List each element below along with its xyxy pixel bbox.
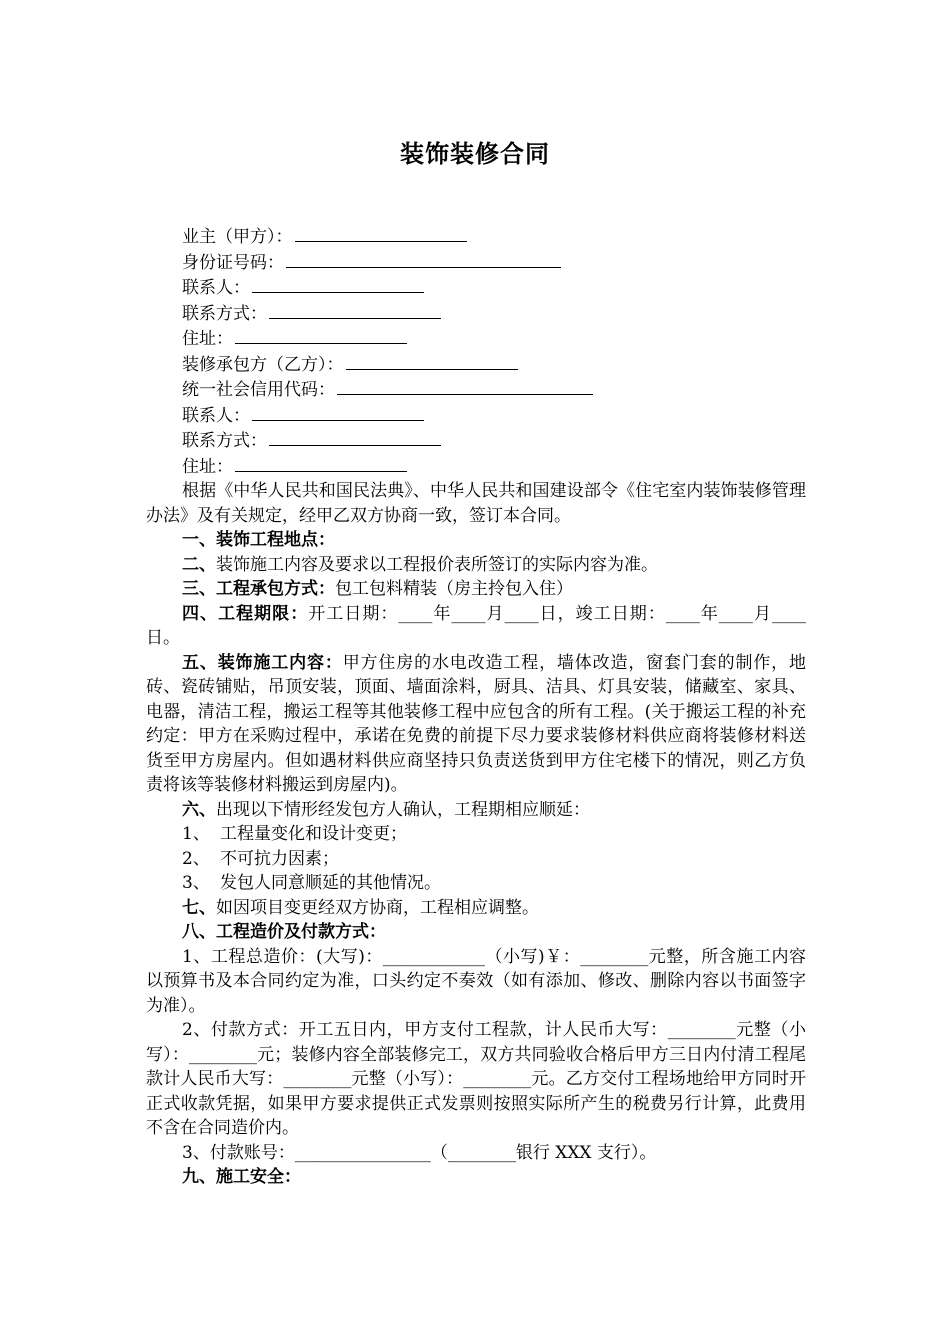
section-6-item: 2、 不可抗力因素；: [182, 848, 339, 869]
section-2: 二、装饰施工内容及要求以工程报价表所签订的实际内容为准。: [182, 554, 658, 575]
section-6: 六、出现以下情形经发包方人确认，工程期相应顺延：: [182, 799, 590, 820]
owner-field: 业主（甲方）：: [146, 224, 806, 250]
section-8-total-price: 1、工程总造价：(大写)：____________（小写)￥：________元整，所含施工内容以预算书及本合同约定为准，口头约定不奏效（如有添加、修改、删除内容以书面签字为准）。: [146, 946, 806, 1016]
section-3: 三、工程承包方式：包工包料精装（房主拎包入住）: [182, 579, 573, 599]
party-b-contact-field: 联系人：: [146, 403, 806, 429]
party-b-address-field: 住址：: [146, 454, 806, 480]
section-9: 九、施工安全：: [182, 1167, 301, 1187]
section-1: 一、装饰工程地点：: [182, 530, 335, 550]
section-8-account: 3、付款账号：________________（________银行 XXX 支行）。: [182, 1142, 657, 1163]
party-a-phone-field: 联系方式：: [146, 301, 806, 327]
id-number-field: 身份证号码：: [146, 250, 806, 276]
contractor-field: 装修承包方（乙方）：: [146, 352, 806, 378]
section-7: 七、如因项目变更经双方协商，工程相应调整。: [182, 897, 539, 918]
section-5: 五、装饰施工内容：甲方住房的水电改造工程，墙体改造，窗套门套的制作，地砖、瓷砖铺贴，吊顶安装，顶面、墙面涂料，厨具、洁具、灯具安装，储藏室、家具、电器，清洁工程，搬运工程等其他装修工程中应包含的所有工程。(关于搬运工程的补充约定：甲方在采购过程中，承诺在免费的前提下尽力要求装修材料供应商将装修材料送货至甲方房屋内。但如遇材料供应商坚持只负责送货到甲方住宅楼下的情况，则乙方负责将该等装修材料搬运到房屋内)。: [146, 652, 807, 795]
intro-paragraph: 根据《中华人民共和国民法典》、中华人民共和国建设部令《住宅室内装饰装修管理办法》及有关规定，经甲乙双方协商一致，签订本合同。: [146, 481, 806, 526]
section-6-item: 1、 工程量变化和设计变更；: [182, 824, 407, 844]
party-a-contact-field: 联系人：: [146, 275, 806, 301]
party-a-address-field: 住址：: [146, 326, 806, 352]
section-8-payment-method: 2、付款方式：开工五日内，甲方支付工程款，计人民币大写：________元整（小写）：________元；装修内容全部装修完工，双方共同验收合格后甲方三日内付清工程尾款计人民币大写：________元整（小写）：________元。乙方交付工程场地给甲方同时开正式收款凭据，如果甲方要求提供正式发票则按照实际所产生的税费另行计算，此费用不含在合同造价内。: [146, 1020, 806, 1138]
section-4: 四、工程期限：开工日期：____年____月____日，竣工日期：____年____月____日。: [146, 603, 806, 648]
document-title: 装饰装修合同: [400, 139, 550, 168]
contract-body: [146, 224, 806, 1190]
party-b-phone-field: 联系方式：: [146, 428, 806, 454]
section-8: 八、工程造价及付款方式：: [182, 922, 386, 942]
section-6-item: 3、 发包人同意顺延的其他情况。: [182, 873, 441, 893]
credit-code-field: 统一社会信用代码：: [146, 377, 806, 403]
